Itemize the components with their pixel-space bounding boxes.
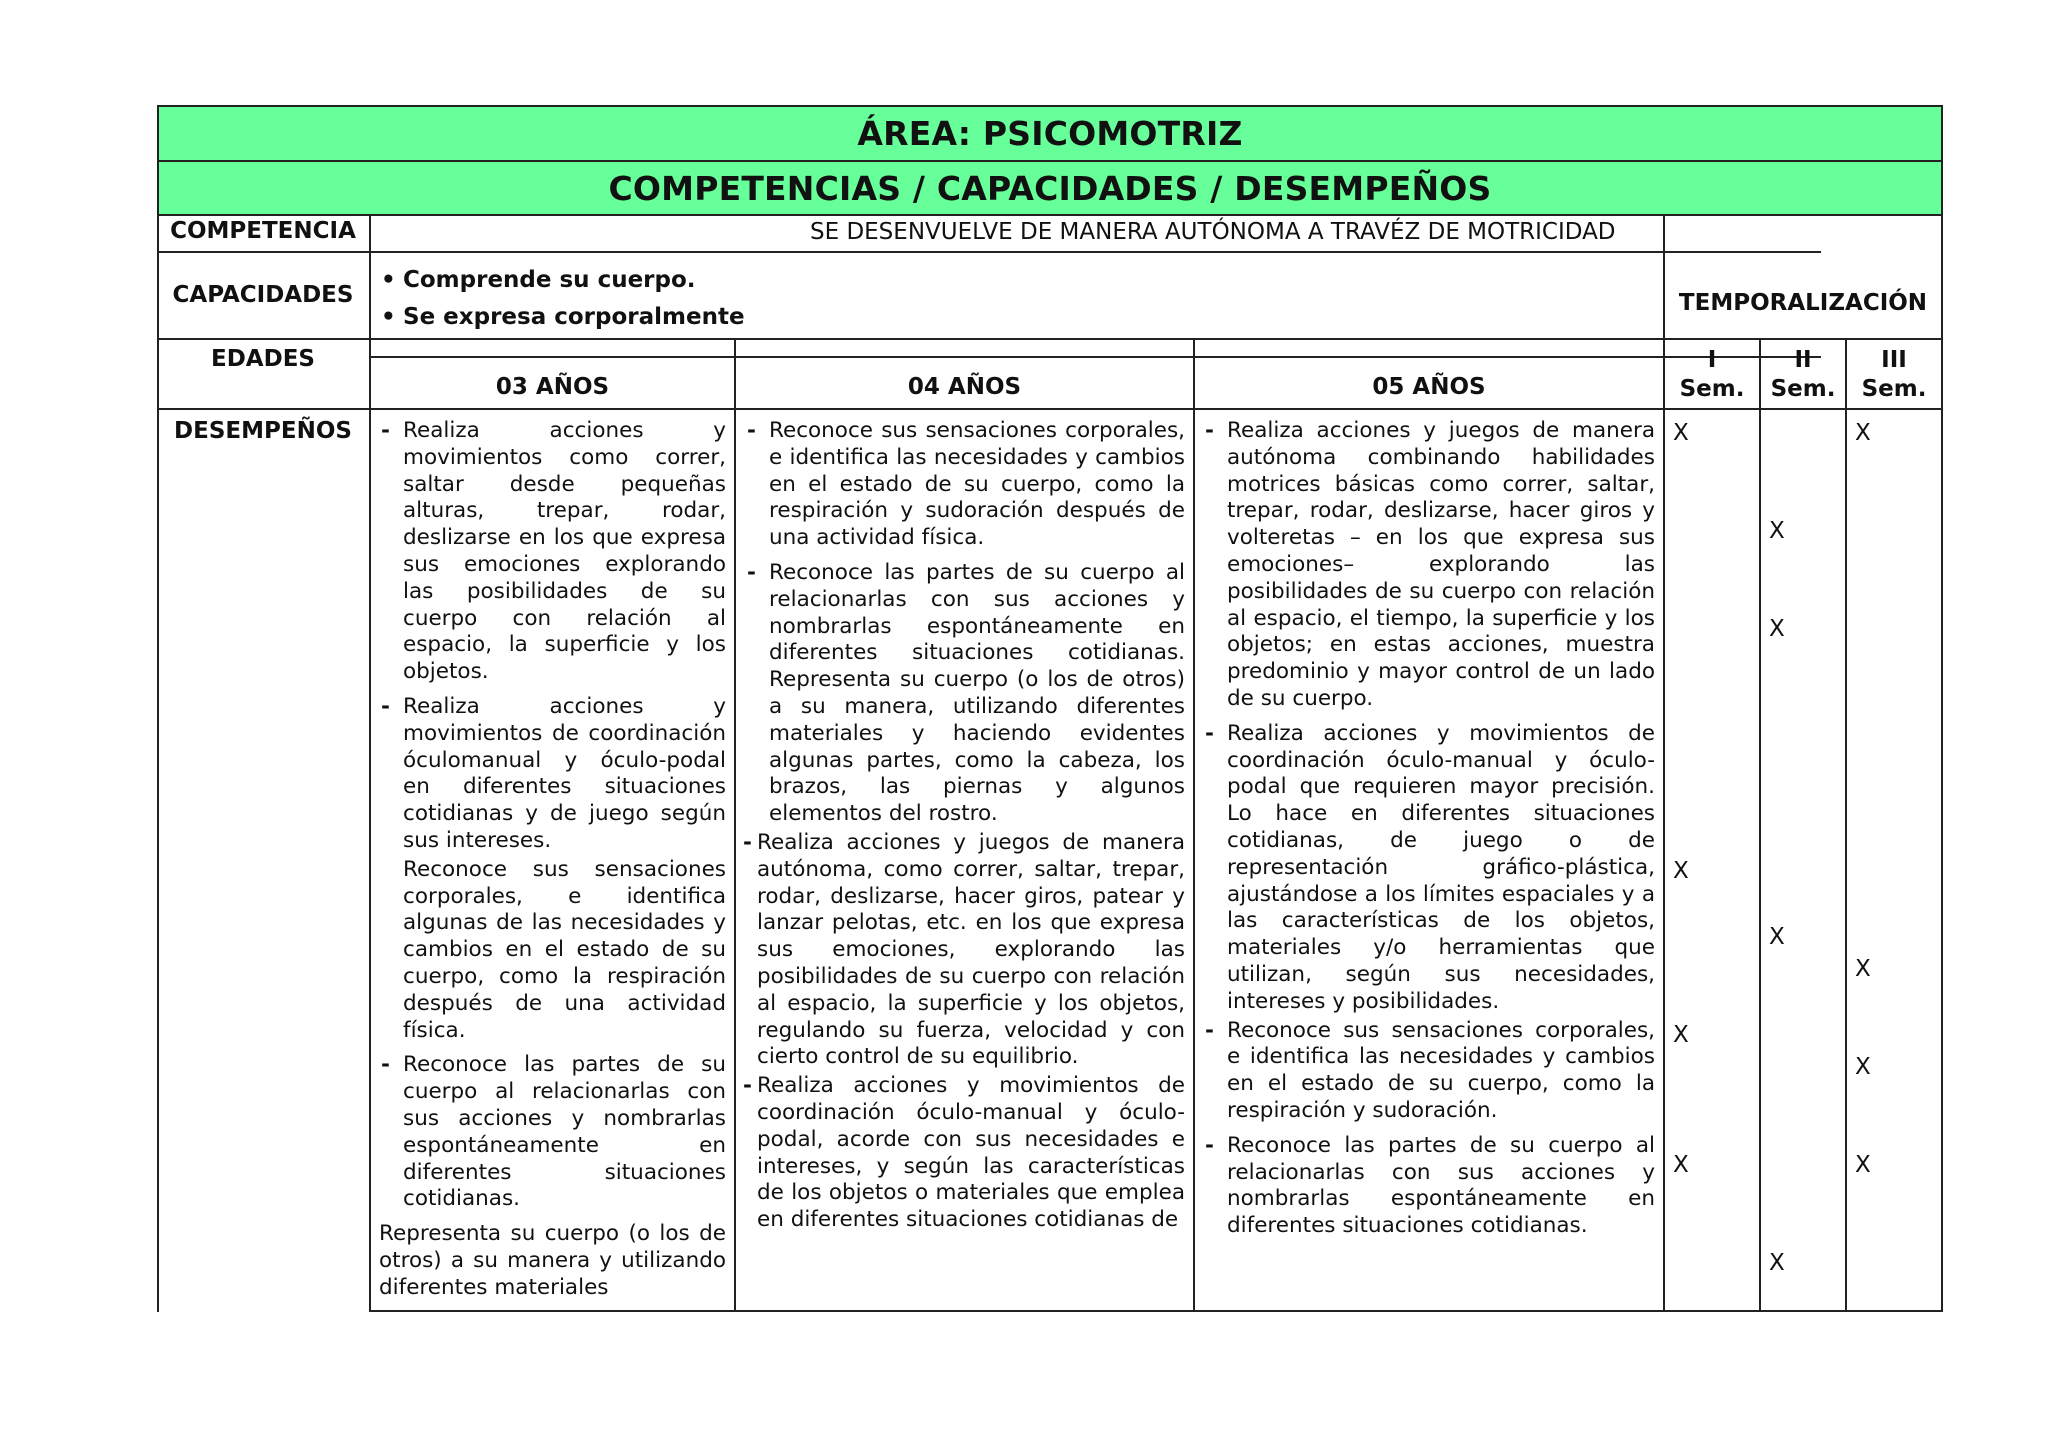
row-divider	[369, 251, 1821, 253]
semester-header-1: I Sem.	[1679, 347, 1745, 402]
bullet-icon: •	[381, 267, 396, 293]
desempeno-item: Reconoce sus sensaciones corporales, e identifica algunas de las necesidades y cambios en el estado de su cuerpo, como la respiración después de una actividad física.	[403, 856, 726, 1043]
capacidades-label: CAPACIDADES	[172, 282, 354, 308]
desempenos-5-anos	[1203, 418, 1655, 1308]
semester-header-3: III Sem.	[1861, 347, 1927, 402]
edades-label: EDADES	[211, 346, 315, 372]
check-mark-icon: X	[1855, 420, 1871, 446]
row-divider	[157, 408, 1943, 410]
desempeno-item: - Realiza acciones y juegos de manera autónoma, como correr, saltar, trepar, rodar, deslizarse, hacer giros, patear y lanzar pelotas, etc. en los que expresa sus emociones, explorando las posibilidades de su cuerpo con relación al espacio, la superficie y los objetos, regulando su fuerza, velocidad y con cierto control de su equilibrio.	[743, 829, 1185, 1070]
check-mark-icon: X	[1673, 858, 1689, 884]
desempenos-3-anos	[379, 418, 726, 1308]
check-mark-icon: X	[1673, 420, 1689, 446]
check-mark-icon: X	[1769, 924, 1785, 950]
col-divider	[1759, 338, 1761, 1312]
desempeno-item: - Realiza acciones y movimientos de coordinación óculomanual y óculo-podal en diferentes situaciones cotidianas y de juego según sus intereses.	[381, 693, 726, 853]
desempeno-item: Representa su cuerpo (o los de otros) a su manera y utilizando diferentes materiales	[379, 1221, 726, 1300]
curriculum-table	[157, 105, 1943, 1312]
check-mark-icon: X	[1769, 518, 1785, 544]
check-mark-icon: X	[1855, 956, 1871, 982]
desempeno-item: - Realiza acciones y movimientos de coordinación óculo-manual y óculo-podal que requieren mayor precisión. Lo hace en diferentes situaciones cotidianas, de juego o de representación gráfico-plástica, ajustándose a los límites espaciales y a las características de los objetos, materiales y/o herramientas que utilizan, según sus necesidades, intereses y posibilidades.	[1205, 720, 1655, 1014]
check-mark-icon: X	[1673, 1022, 1689, 1048]
check-mark-icon: X	[1855, 1054, 1871, 1080]
desempeno-item: - Reconoce las partes de su cuerpo al relacionarlas con sus acciones y nombrarlas espontáneamente en diferentes situaciones cotidianas.	[381, 1052, 726, 1212]
semester-header-2: II Sem.	[1770, 347, 1836, 402]
desempeno-item: - Reconoce las partes de su cuerpo al relacionarlas con sus acciones y nombrarlas espontáneamente en diferentes situaciones cotidianas. Representa su cuerpo (o los de otros) a su manera, utilizando diferentes materiales y haciendo evidentes algunas partes, como la cabeza, los brazos, las piernas y algunos elementos del rostro.	[747, 559, 1185, 827]
check-mark-icon: X	[1769, 616, 1785, 642]
capacidad-item: • Comprende su cuerpo.	[379, 262, 745, 299]
row-divider	[1819, 338, 1943, 340]
desempeno-item: - Realiza acciones y movimientos de coordinación óculo-manual y óculo-podal, acorde con sus necesidades e intereses, y según las características de los objetos o materiales que emplea en diferentes situaciones cotidianas de	[743, 1073, 1185, 1233]
row-divider	[157, 251, 369, 253]
capacidades-list	[379, 262, 745, 336]
age-header-5: 05 AÑOS	[1372, 374, 1486, 400]
row-divider	[369, 356, 1821, 358]
capacidad-item: • Se expresa corporalmente	[379, 299, 745, 336]
row-divider	[369, 338, 1821, 340]
row-divider	[157, 338, 369, 340]
check-mark-icon: X	[1673, 1152, 1689, 1178]
col-divider	[1193, 338, 1195, 1312]
check-mark-icon: X	[1769, 1250, 1785, 1276]
table-subtitle: COMPETENCIAS / CAPACIDADES / DESEMPEÑOS	[157, 160, 1943, 216]
desempenos-4-anos	[745, 418, 1185, 1308]
table-body	[157, 214, 1943, 1312]
age-header-3: 03 AÑOS	[495, 374, 610, 400]
competencia-label: COMPETENCIA	[170, 218, 356, 244]
desempeno-item: - Reconoce sus sensaciones corporales, e identifica las necesidades y cambios en el estado de su cuerpo, como la respiración y sudoración.	[1205, 1017, 1655, 1123]
check-mark-icon: X	[1855, 1152, 1871, 1178]
bullet-icon: •	[381, 304, 396, 330]
col-divider	[734, 338, 736, 1312]
desempeno-item: - Reconoce las partes de su cuerpo al relacionarlas con sus acciones y nombrarlas espontáneamente en diferentes situaciones cotidianas.	[1205, 1132, 1655, 1239]
desempeno-item: - Reconoce sus sensaciones corporales, e identifica las necesidades y cambios en el estado de su cuerpo, como la respiración y sudoración después de una actividad física.	[747, 418, 1185, 551]
temporalizacion-label: TEMPORALIZACIÓN	[1678, 290, 1928, 316]
competencia-text: SE DESENVUELVE DE MANERA AUTÓNOMA A TRAVÉZ DE MOTRICIDAD	[810, 219, 1616, 245]
col-divider	[1941, 214, 1943, 1312]
col-divider	[157, 214, 159, 1312]
row-divider	[369, 1310, 1943, 1312]
desempeno-item: - Realiza acciones y movimientos como correr, saltar desde pequeñas alturas, trepar, rodar, deslizarse en los que expresa sus emociones explorando las posibilidades de su cuerpo con relación al espacio, la superficie y los objetos.	[381, 418, 726, 685]
desempenos-label: DESEMPEÑOS	[174, 418, 352, 444]
area-title: ÁREA: PSICOMOTRIZ	[157, 105, 1943, 162]
age-header-4: 04 AÑOS	[907, 374, 1022, 400]
desempeno-item: - Realiza acciones y juegos de manera autónoma combinando habilidades motrices básicas como correr, saltar, trepar, rodar, deslizarse, hacer giros y volteretas – en los que expresa sus emociones– explorando las posibilidades de su cuerpo con relación al espacio, el tiempo, la superficie y los objetos; en estas acciones, muestra predominio y mayor control de un lado de su cuerpo.	[1205, 418, 1655, 711]
col-divider	[1845, 338, 1847, 1312]
